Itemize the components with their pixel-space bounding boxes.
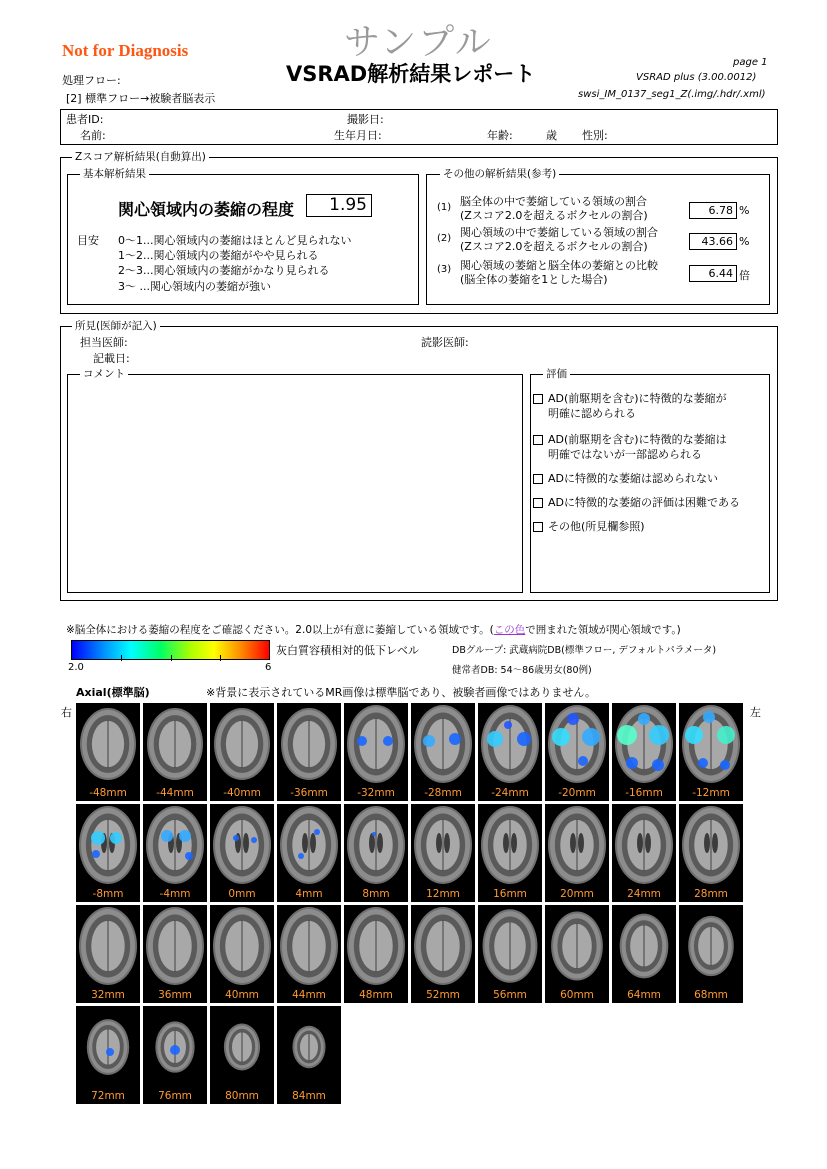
- eval-item-1-line2: 明確に認められる: [548, 407, 636, 420]
- axial-slice: [545, 703, 609, 801]
- other-1-line2: (Zスコア2.0を超えるボクセルの割合): [460, 209, 648, 222]
- brain-slice-image: [277, 804, 341, 888]
- brain-slice-image: [478, 804, 542, 888]
- slice-position-label: 72mm: [91, 1090, 125, 1102]
- axial-slice: [545, 905, 609, 1003]
- brain-slice-image: [76, 703, 140, 787]
- roi-atrophy-value: 1.95: [306, 194, 372, 217]
- axial-slice: [411, 703, 475, 801]
- other-2-num: (2): [437, 233, 452, 244]
- brain-slice-image: [277, 905, 341, 989]
- brain-slice-image: [612, 804, 676, 888]
- axial-slice: [277, 1006, 341, 1104]
- other-2-line1: 関心領域の中で萎縮している領域の割合: [460, 226, 658, 239]
- slice-position-label: -28mm: [424, 787, 462, 799]
- axial-slice: [612, 703, 676, 801]
- axial-slice: [76, 804, 140, 902]
- axial-note: ※背景に表示されているMR画像は標準脳であり、被験者画像ではありません。: [206, 686, 597, 699]
- slice-position-label: 48mm: [359, 989, 393, 1001]
- axial-slice: [679, 804, 743, 902]
- axial-slice: [344, 804, 408, 902]
- brain-slice-image: [545, 703, 609, 787]
- brain-slice-image: [76, 1006, 140, 1090]
- processing-flow-label: 処理フロー:: [62, 74, 121, 87]
- axial-slice: [612, 804, 676, 902]
- slice-position-label: 24mm: [627, 888, 661, 900]
- slice-position-label: -24mm: [491, 787, 529, 799]
- colorbar-caption: 灰白質容積相対的低下レベル: [276, 644, 419, 657]
- brain-slice-image: [679, 703, 743, 787]
- roi-color-link[interactable]: この色: [493, 624, 526, 636]
- axial-slice: [143, 703, 207, 801]
- other-2-line2: (Zスコア2.0を超えるボクセルの割合): [460, 240, 648, 253]
- colorbar-note-post: で囲まれた領域が関心領域です。): [525, 624, 681, 636]
- other-1-value: 6.78: [689, 202, 737, 219]
- eval-item-3-line1: ADに特徴的な萎縮は認められない: [548, 472, 718, 485]
- other-1-num: (1): [437, 202, 452, 213]
- birth-date-label: 生年月日:: [334, 129, 382, 142]
- patient-name-label: 名前:: [80, 129, 106, 142]
- other-1-line1: 脳全体の中で萎縮している領域の割合: [460, 195, 647, 208]
- color-bar: [71, 640, 270, 660]
- slice-position-label: 28mm: [694, 888, 728, 900]
- eval-item-5-line1: その他(所見欄参照): [548, 520, 645, 533]
- eval-item-4-line1: ADに特徴的な萎縮の評価は困難である: [548, 496, 740, 509]
- guide-3-plus: 3～ ...関心領域内の萎縮が強い: [118, 280, 271, 293]
- axial-slice: [277, 804, 341, 902]
- reader-label: 読影医師:: [421, 336, 469, 349]
- slice-position-label: 56mm: [493, 989, 527, 1001]
- axial-slice: [210, 804, 274, 902]
- axial-slice: [143, 804, 207, 902]
- axial-slice: [344, 703, 408, 801]
- brain-slice-image: [679, 905, 743, 989]
- shoot-date-label: 撮影日:: [347, 113, 384, 126]
- brain-slice-image: [411, 703, 475, 787]
- db-group: DBグループ: 武蔵病院DB(標準フロー, デフォルトパラメータ): [452, 645, 717, 656]
- sex-label: 性別:: [582, 129, 608, 142]
- brain-slice-image: [76, 905, 140, 989]
- record-date-label: 記載日:: [93, 352, 130, 365]
- axial-slice: [143, 905, 207, 1003]
- slice-position-label: -48mm: [89, 787, 127, 799]
- slice-position-label: -8mm: [92, 888, 124, 900]
- slice-position-label: 68mm: [694, 989, 728, 1001]
- brain-slice-image: [545, 804, 609, 888]
- brain-slice-image: [612, 905, 676, 989]
- brain-slice-image: [143, 905, 207, 989]
- right-side-label: 右: [61, 706, 72, 719]
- brain-slice-image: [344, 905, 408, 989]
- left-side-label: 左: [750, 706, 761, 719]
- slice-position-label: 20mm: [560, 888, 594, 900]
- brain-slice-image: [210, 804, 274, 888]
- db-normal: 健常者DB: 54～86歳男女(80例): [452, 665, 592, 676]
- other-2-unit: %: [739, 235, 750, 248]
- brain-slice-image: [478, 703, 542, 787]
- brain-slice-image: [143, 804, 207, 888]
- slice-position-label: -4mm: [159, 888, 191, 900]
- slice-position-label: -32mm: [357, 787, 395, 799]
- doctor-label: 担当医師:: [80, 336, 128, 349]
- slice-position-label: 60mm: [560, 989, 594, 1001]
- brain-slice-image: [210, 703, 274, 787]
- eval-item-2-line1: AD(前駆期を含む)に特徴的な萎縮は: [548, 433, 727, 446]
- file-name: swsi_IM_0137_seg1_Z(.img/.hdr/.xml): [578, 89, 766, 100]
- other-3-value: 6.44: [689, 265, 737, 282]
- zscore-section-title: Zスコア解析結果(自動算出): [72, 151, 209, 163]
- roi-atrophy-label: 関心領域内の萎縮の程度: [118, 202, 295, 219]
- not-for-diagnosis: Not for Diagnosis: [62, 41, 189, 60]
- eval-checkbox-1[interactable]: [533, 394, 543, 404]
- axial-title: Axial(標準脳): [76, 686, 150, 699]
- other-2-value: 43.66: [689, 233, 737, 250]
- findings-title: 所見(医師が記入): [72, 320, 160, 332]
- eval-checkbox-5[interactable]: [533, 522, 543, 532]
- sample-watermark: サンプル: [344, 22, 493, 63]
- axial-slice: [210, 703, 274, 801]
- other-result-title: その他の解析結果(参考): [440, 168, 559, 180]
- colorbar-max: 6: [265, 662, 272, 673]
- brain-slice-image: [478, 905, 542, 989]
- slice-position-label: 40mm: [225, 989, 259, 1001]
- patient-info-box: [60, 109, 778, 145]
- brain-slice-image: [76, 804, 140, 888]
- axial-slice: [478, 804, 542, 902]
- brain-slice-image: [344, 703, 408, 787]
- other-3-num: (3): [437, 264, 452, 275]
- other-3-line2: (脳全体の萎縮を1とした場合): [460, 273, 608, 286]
- version: VSRAD plus (3.00.0012): [636, 72, 757, 83]
- colorbar-min: 2.0: [68, 662, 84, 673]
- eval-checkbox-3[interactable]: [533, 474, 543, 484]
- processing-flow-value: [2] 標準フロー→被験者脳表示: [66, 92, 216, 105]
- slice-position-label: 84mm: [292, 1090, 326, 1102]
- eval-checkbox-2[interactable]: [533, 435, 543, 445]
- axial-slice: [411, 905, 475, 1003]
- brain-slice-image: [143, 1006, 207, 1090]
- brain-slice-image: [210, 905, 274, 989]
- slice-position-label: -36mm: [290, 787, 328, 799]
- slice-position-label: -44mm: [156, 787, 194, 799]
- guide-0-1: 0～1...関心領域内の萎縮はほとんど見られない: [118, 234, 352, 247]
- age-unit: 歳: [546, 129, 557, 142]
- guide-label: 目安: [77, 234, 99, 247]
- slice-position-label: -12mm: [692, 787, 730, 799]
- slice-position-label: 0mm: [228, 888, 256, 900]
- eval-item-2-line2: 明確ではないが一部認められる: [548, 448, 702, 461]
- slice-position-label: 44mm: [292, 989, 326, 1001]
- basic-result-title: 基本解析結果: [80, 168, 149, 180]
- colorbar-note-pre: ※脳全体における萎縮の程度をご確認ください。2.0以上が有意に萎縮している領域です。(: [66, 624, 494, 636]
- slice-position-label: 4mm: [295, 888, 323, 900]
- axial-slice: [679, 703, 743, 801]
- eval-checkbox-4[interactable]: [533, 498, 543, 508]
- slice-position-label: 64mm: [627, 989, 661, 1001]
- guide-1-2: 1～2...関心領域内の萎縮がやや見られる: [118, 249, 319, 262]
- slice-position-label: -16mm: [625, 787, 663, 799]
- axial-slice: [344, 905, 408, 1003]
- brain-slice-image: [545, 905, 609, 989]
- brain-slice-image: [411, 905, 475, 989]
- comment-title: コメント: [80, 368, 128, 380]
- axial-slice: [679, 905, 743, 1003]
- slice-position-label: 16mm: [493, 888, 527, 900]
- comment-box[interactable]: [67, 374, 523, 593]
- slice-position-label: 76mm: [158, 1090, 192, 1102]
- slice-position-label: 8mm: [362, 888, 390, 900]
- brain-slice-image: [277, 1006, 341, 1090]
- axial-slice: [143, 1006, 207, 1104]
- evaluation-title: 評価: [543, 368, 570, 380]
- axial-slice: [545, 804, 609, 902]
- axial-slice: [478, 905, 542, 1003]
- slice-position-label: -40mm: [223, 787, 261, 799]
- slice-position-label: 80mm: [225, 1090, 259, 1102]
- brain-slice-image: [210, 1006, 274, 1090]
- age-label: 年齢:: [487, 129, 513, 142]
- axial-slice: [210, 905, 274, 1003]
- other-3-line1: 関心領域の萎縮と脳全体の萎縮との比較: [460, 259, 658, 272]
- axial-slice: [277, 905, 341, 1003]
- brain-slice-image: [344, 804, 408, 888]
- other-1-unit: %: [739, 204, 750, 217]
- colorbar-note: [66, 622, 681, 637]
- slice-position-label: 52mm: [426, 989, 460, 1001]
- other-3-unit: 倍: [739, 269, 750, 282]
- page-number: page 1: [733, 57, 768, 68]
- brain-slice-image: [612, 703, 676, 787]
- axial-slice: [76, 1006, 140, 1104]
- brain-slice-image: [679, 804, 743, 888]
- report-title: VSRAD解析結果レポート: [286, 62, 536, 86]
- brain-slice-image: [411, 804, 475, 888]
- slice-position-label: -20mm: [558, 787, 596, 799]
- guide-2-3: 2～3...関心領域内の萎縮がかなり見られる: [118, 264, 330, 277]
- axial-slice: [478, 703, 542, 801]
- axial-slice: [76, 905, 140, 1003]
- brain-slice-image: [277, 703, 341, 787]
- eval-item-1-line1: AD(前駆期を含む)に特徴的な萎縮が: [548, 392, 727, 405]
- axial-slice: [210, 1006, 274, 1104]
- axial-slice: [612, 905, 676, 1003]
- axial-slice: [411, 804, 475, 902]
- axial-slice: [277, 703, 341, 801]
- slice-position-label: 32mm: [91, 989, 125, 1001]
- axial-slice: [76, 703, 140, 801]
- slice-position-label: 12mm: [426, 888, 460, 900]
- brain-slice-image: [143, 703, 207, 787]
- patient-id-label: 患者ID:: [66, 113, 104, 126]
- slice-position-label: 36mm: [158, 989, 192, 1001]
